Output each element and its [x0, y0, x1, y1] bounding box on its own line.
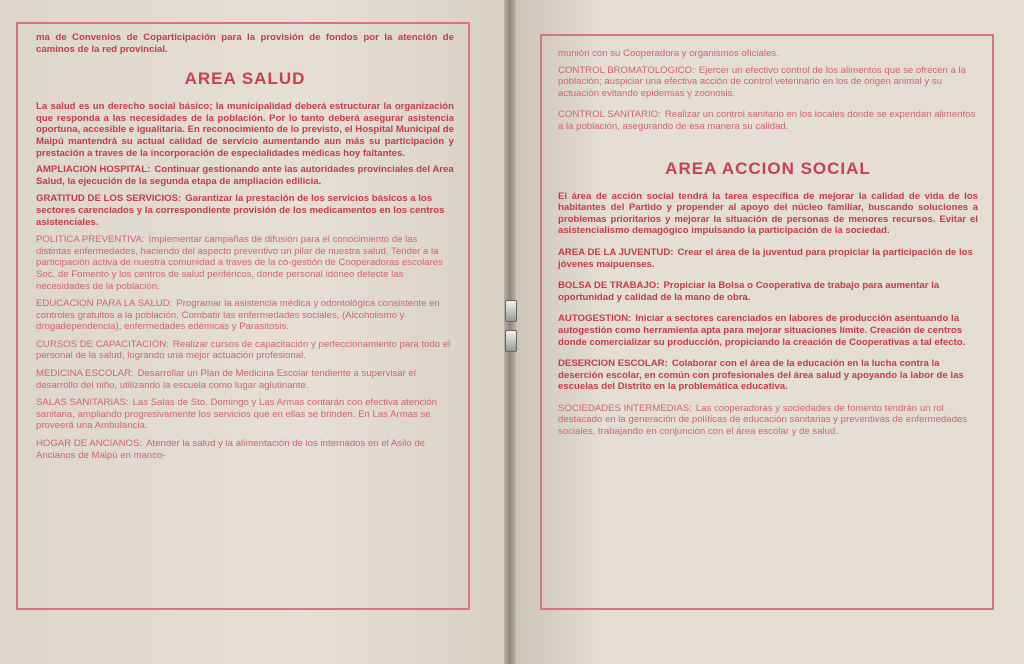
entry-text: Colaborar con el área de la educación en la lucha contra la deserción escolar, en común con profesionales del área salud y apoyando la labor de las escuelas del Distrito en la problemática educativa. [558, 358, 964, 393]
area-salud-heading: AREA SALUD [184, 69, 306, 89]
entry-text: Realizar un control sanitario en los locales donde se expendan alimentos a la población, asegurando de esa manera su calidad. [558, 109, 976, 132]
entry-autogestion [558, 313, 978, 348]
entry-text: Garantizar la prestación de los servicios básicos a los sectores carenciados y la correspondiente provisión de los medicamentos en los centros asistenciales. [36, 193, 445, 228]
staple-bottom [505, 330, 517, 352]
entry-cursos-capacitacion [36, 339, 454, 362]
entry-text: Realizar cursos de capacitación y perfeccionamiento para todo el personal de la salud, logrando una mejor actuación profesional. [36, 338, 451, 362]
entry-desercion-escolar [558, 358, 978, 393]
entry-label: AMPLIACION HOSPITAL: [36, 164, 151, 176]
entry-label: DESERCION ESCOLAR: [558, 358, 668, 370]
entry-control-sanitario [558, 109, 978, 132]
entry-label: SALAS SANITARIAS: [36, 397, 129, 409]
entry-politica-preventiva [36, 234, 454, 292]
entry-text: Las Salas de Sto. Domingo y Las Armas contarán con efectiva atención sanitaria, ampliando progresivamente los servicios que en ellas se brinden. En Las Armas se proveerá una Ambulancia. [36, 397, 438, 432]
entry-text: Crear el área de la juventud para propiciar la participación de los jóvenes maipuenses. [558, 246, 973, 270]
entry-label: EDUCACION PARA LA SALUD: [36, 298, 173, 310]
entry-text: Propiciar la Bolsa o Cooperativa de trabajo para aumentar la oportunidad y calidad de la mano de obra. [558, 280, 940, 303]
staple-top [505, 300, 517, 322]
entry-bolsa-trabajo [558, 280, 978, 303]
entry-label: POLITICA PREVENTIVA: [36, 234, 145, 246]
entry-text: Desarrollar un Plan de Medicina Escolar tendiente a supervisar el desarrollo del niño, utilizando la escuela como lugar aglutinante. [36, 368, 416, 391]
entry-label: AREA DE LA JUVENTUD: [558, 246, 674, 258]
entry-text: Las cooperadoras y sociedades de fomento tendrán un rol destacado en la generación de políticas de educación sanitarias y preventivas de enfermedades sociales, trabajando en conjunción con el área escolar y de salud. [558, 402, 968, 438]
entry-label: HOGAR DE ANCIANOS: [36, 438, 143, 450]
entry-hogar-ancianos [36, 438, 454, 461]
area-salud-paragraph: La salud es un derecho social básico; la municipalidad deberá estructurar la organización que responda a las necesidades de la población. Por lo tanto deberá asegurar asistencia oportuna, accesible e igualitaria. En reconocimiento de lo previsto, el Hospital Municipal de Maipú mantendrá su actual calidad de servicio aumentando aun más su participación y prestación a traves de la incorporación de especialidades médicas hoy faltantes. [36, 101, 454, 159]
area-accion-social-heading: AREA ACCION SOCIAL [665, 158, 871, 178]
entry-gratitud-servicios [36, 193, 454, 228]
right-page-frame [540, 34, 994, 610]
entry-label: CONTROL BROMATOLOGICO: [558, 64, 695, 76]
entry-sociedades-intermedias [558, 403, 978, 438]
left-page-frame [16, 22, 470, 610]
entry-ampliacion-hospital [36, 164, 454, 187]
entry-text: Iniciar a sectores carenciados en labores de producción asentuando la autogestión como herramienta apta para mejorar situaciones límite. Creación de centros donde comercializar su producción, propiciando la creación de Cooperativas a tal efecto. [558, 313, 966, 348]
area-accion-social-paragraph: El área de acción social tendrá la tarea específica de mejorar la calidad de vida de los habitantes del Partido y propender al apoyo del núcleo familiar, buscando soluciones a problemas prioritarios y mejorar la situación de personas de menores recursos. Evitar el asistencialismo demagógico impulsando la participación de la sociedad. [558, 190, 978, 237]
entry-text: Atender la salud y la alimentación de los internados en el Asilo de Ancianos de Maipú en manco- [36, 438, 426, 461]
entry-salas-sanitarias [36, 397, 454, 432]
entry-medicina-escolar [36, 368, 454, 391]
entry-label: AUTOGESTION: [558, 313, 632, 325]
entry-text: Implementar campañas de difusión para el conocimiento de las distintas enfermedades, haciendo del aspecto preventivo un pilar de nuestra salud. Tender a la participación activa de nuestra comunidad a traves de la co-gestión de Cooperadoras escolares Soc. de Fomento y los centros de salud periféricos, donde personal idóneo detecte las necesidades de la población. [36, 234, 443, 292]
entry-educacion-salud [36, 298, 454, 333]
entry-text: Ejercer un efectivo control de los alimentos que se ofrecen a la población; auspiciar una efectiva acción de control veterinario en los de origen animal y su actuación evitando epidemias y zoonosis. [558, 64, 967, 99]
entry-label: CURSOS DE CAPACITACION: [36, 338, 169, 350]
entry-text: Programar la asistencia médica y odontológica consistente en controles gratuitos a la población. Combatir las enfermedades sociales, (Alcoholismo y drogadependencia), enfermedades edémicas y Parasitosis. [36, 298, 440, 333]
left-intro: ma de Convenios de Coparticipación para la provisión de fondos por la atención de caminos de la red provincial. [36, 32, 454, 55]
entry-area-juventud [558, 247, 978, 270]
right-intro: munión con su Cooperadora y organismos oficiales. [558, 48, 779, 59]
entry-label: CONTROL SANITARIO: [558, 109, 661, 121]
entry-label: GRATITUD DE LOS SERVICIOS: [36, 193, 182, 205]
entry-control-bromatologico [558, 65, 978, 100]
entry-label: SOCIEDADES INTERMEDIAS: [558, 402, 692, 414]
entry-label: MEDICINA ESCOLAR: [36, 368, 134, 380]
entry-text: Continuar gestionando ante las autoridades provinciales del Area Salud, la ejecución de la segunda etapa de ampliación edilicia. [36, 164, 454, 187]
entry-label: BOLSA DE TRABAJO: [558, 280, 660, 292]
